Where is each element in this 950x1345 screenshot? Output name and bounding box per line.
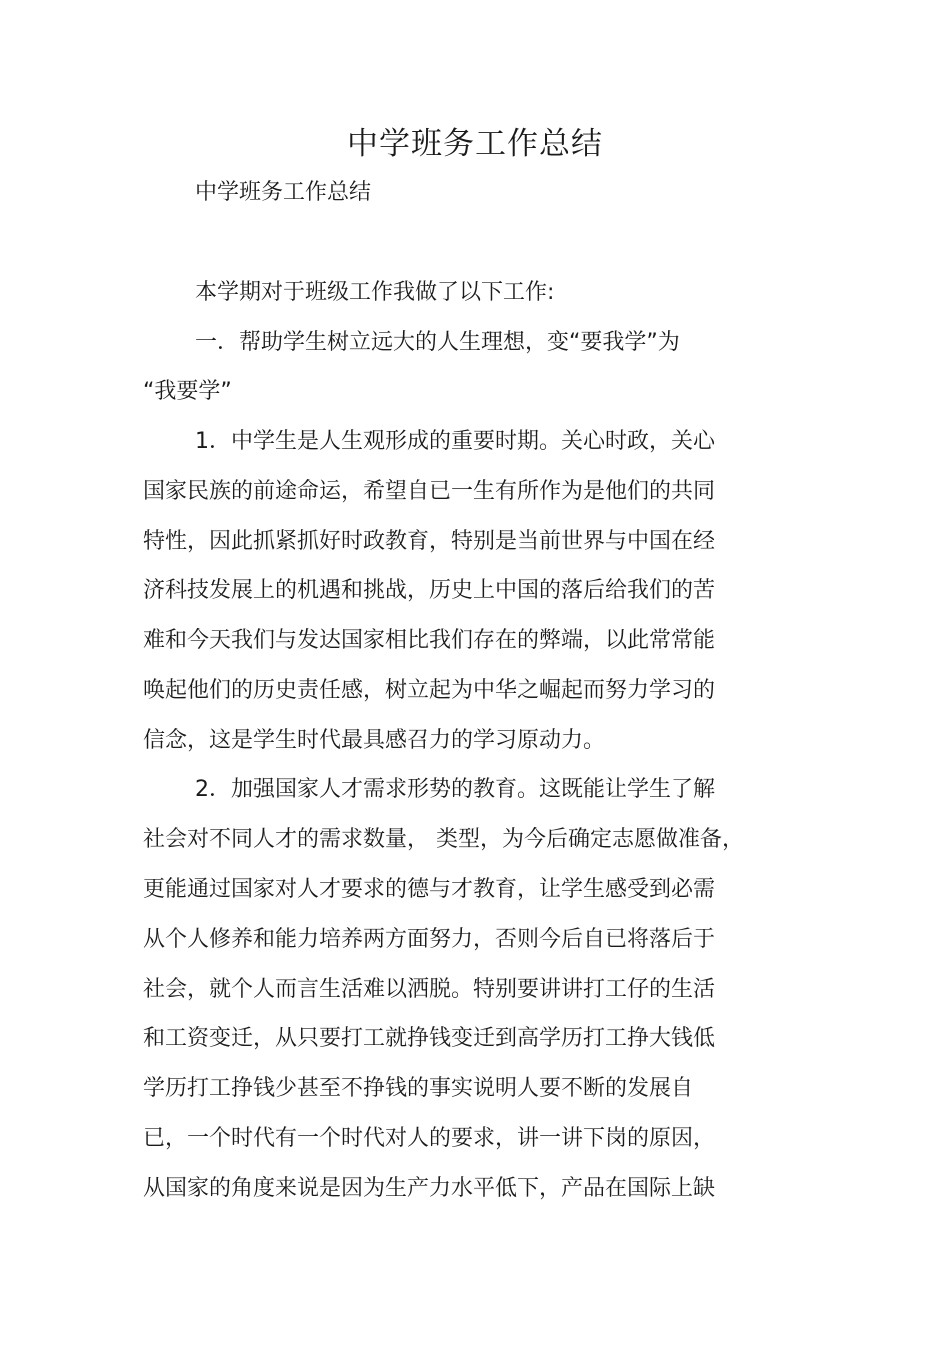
paragraph-line: 和工资变迁，从只要打工就挣钱变迁到高学历打工挣大钱低 bbox=[143, 1026, 716, 1051]
paragraph-line: 更能通过国家对人才要求的德与才教育，让学生感受到必需 bbox=[143, 877, 716, 902]
paragraph-line: 学历打工挣钱少甚至不挣钱的事实说明人要不断的发展自 bbox=[143, 1076, 694, 1101]
section-heading-line-2: “我要学” bbox=[143, 379, 232, 404]
intro-line: 本学期对于班级工作我做了以下工作: bbox=[195, 280, 555, 305]
paragraph-line: 2．加强国家人才需求形势的教育。这既能让学生了解 bbox=[195, 777, 715, 802]
paragraph-line: 已，一个时代有一个时代对人的要求，讲一讲下岗的原因， bbox=[143, 1126, 716, 1151]
paragraph-line: 难和今天我们与发达国家相比我们存在的弊端，以此常常能 bbox=[143, 628, 716, 653]
paragraph-line: 1．中学生是人生观形成的重要时期。关心时政，关心 bbox=[195, 429, 715, 454]
document-subtitle: 中学班务工作总结 bbox=[195, 180, 372, 205]
paragraph-line: 济科技发展上的机遇和挑战，历史上中国的落后给我们的苦 bbox=[143, 578, 716, 603]
paragraph-line: 从国家的角度来说是因为生产力水平低下，产品在国际上缺 bbox=[143, 1176, 716, 1201]
paragraph-line: 社会，就个人而言生活难以洒脱。特别要讲讲打工仔的生活 bbox=[143, 977, 716, 1002]
paragraph-line: 特性，因此抓紧抓好时政教育，特别是当前世界与中国在经 bbox=[143, 529, 716, 554]
paragraph-line: 唤起他们的历史责任感，树立起为中华之崛起而努力学习的 bbox=[143, 678, 716, 703]
paragraph-line: 社会对不同人才的需求数量， 类型，为今后确定志愿做准备， bbox=[143, 827, 744, 852]
paragraph-line: 从个人修养和能力培养两方面努力，否则今后自已将落后于 bbox=[143, 927, 716, 952]
paragraph-line: 国家民族的前途命运，希望自已一生有所作为是他们的共同 bbox=[143, 479, 716, 504]
paragraph-line: 信念，这是学生时代最具感召力的学习原动力。 bbox=[143, 728, 606, 753]
document-title: 中学班务工作总结 bbox=[347, 126, 603, 162]
section-heading-line-1: 一．帮助学生树立远大的人生理想，变“要我学”为 bbox=[195, 330, 680, 355]
